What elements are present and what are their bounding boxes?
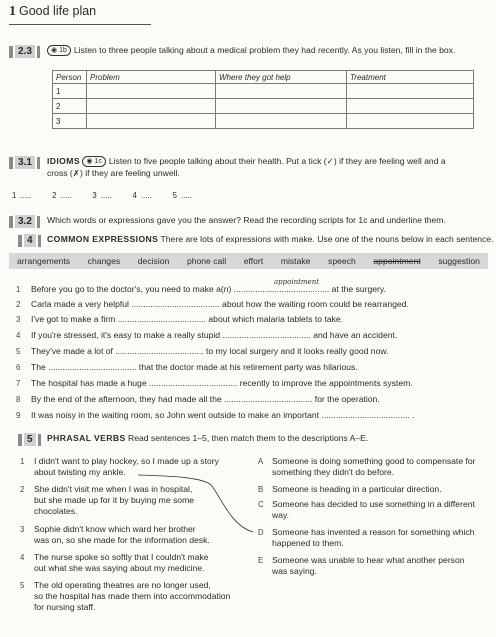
instruction-4: COMMON EXPRESSIONS There are lots of expressions with make. Use one of the nouns below in each sentence. — [47, 234, 494, 244]
sentence[interactable]: 2 Carla made a very helpful ..................................... about how the waiting room could be rearranged. — [16, 299, 409, 309]
matching-description[interactable]: C Someone has decided to use something in a different way. — [258, 499, 475, 520]
unit-title: Good life plan — [19, 4, 97, 18]
noun-crossed-out: appointment — [373, 256, 421, 266]
audio-icon[interactable]: ◉ 1c — [82, 156, 105, 167]
noun: changes — [87, 256, 121, 266]
exercise-tag-3-1: 3.1 — [9, 156, 40, 169]
unit-number: 1 — [9, 4, 16, 19]
sentence[interactable]: 1 Before you go to the doctor's, you need to make a(n) ........................................ at the surgery. — [16, 284, 386, 294]
matching-description[interactable]: D Someone has invented a reason for something which happened to them. — [258, 527, 475, 548]
instruction-3-2: Which words or expressions gave you the answer? Read the recording scripts for 1c and underline them. — [47, 215, 446, 225]
table-row-number: 2 — [53, 99, 87, 114]
matching-sentence[interactable]: 4 The nurse spoke so softly that I couldn't make out what she was saying about my medicine. — [20, 552, 209, 573]
sentence[interactable]: 3 I've got to make a firm ..................................... about which malaria tablets to take. — [16, 314, 344, 324]
instruction-2-3: ◉ 1b Listen to three people talking about a medical problem they had recently. As you listen, fill in the box. — [47, 45, 455, 57]
table-header: Treatment — [347, 71, 474, 84]
sentence[interactable]: 7 The hospital has made a huge ..................................... recently to improve the appointments system. — [16, 378, 413, 388]
handwritten-answer: appointment — [274, 278, 320, 286]
noun: effort — [243, 256, 264, 266]
table-header: Problem — [87, 71, 216, 84]
sentence[interactable]: 9 It was noisy in the waiting room, so John went outside to make an important ..................................... . — [16, 410, 415, 420]
matching-description[interactable]: B Someone is heading in a particular direction. — [258, 484, 442, 494]
noun: phone call — [186, 256, 227, 266]
matching-sentence[interactable]: 5 The old operating theatres are no longer used, so the hospital has made them into accommodation for nursing staff. — [20, 580, 231, 612]
noun: mistake — [280, 256, 311, 266]
matching-description[interactable]: E Someone was unable to hear what another person was saying. — [258, 555, 465, 576]
table-header: Where they got help — [216, 71, 347, 84]
instruction-5: PHRASAL VERBS Read sentences 1–5, then match them to the descriptions A–E. — [47, 433, 369, 443]
answer-blanks-3-1[interactable]: 1 ..... 2 ..... 3 ..... 4 ..... 5 ..... — [12, 191, 192, 200]
instruction-3-1: IDIOMS ◉ 1c Listen to five people talking about their health. Put a tick (✓) if they are feeling well and a cross (✗) if they are feeling unwell. — [47, 156, 446, 178]
sentence[interactable]: 6 The ..................................... that the doctor made at his retirement party was hilarious. — [16, 362, 358, 372]
exercise-tag-3-2: 3.2 — [9, 215, 40, 228]
noun: decision — [137, 256, 170, 266]
sentence[interactable]: 4 If you're stressed, it's easy to make a really stupid ..................................... and have an accident. — [16, 330, 398, 340]
matching-sentence[interactable]: 2 She didn't visit me when I was in hospital, but she made up for it by buying me some chocolates. — [20, 484, 195, 516]
noun: arrangements — [17, 256, 71, 266]
matching-sentence[interactable]: 1 I didn't want to play hockey, so I made up a story about twisting my ankle. — [20, 456, 219, 477]
noun: speech — [328, 256, 356, 266]
exercise-tag-5: 5 — [18, 433, 41, 446]
sentence[interactable]: 5 They've made a lot of ..................................... to my local surgery and it looks really good now. — [16, 346, 389, 356]
matching-sentence[interactable]: 3 Sophie didn't know which ward her brother was on, so she made for the information desk. — [20, 524, 210, 545]
table-row-number: 1 — [53, 84, 87, 99]
sentence[interactable]: 8 By the end of the afternoon, they had made all the ..................................... for the operation. — [16, 394, 380, 404]
noun: suggestion — [438, 256, 480, 266]
matching-description[interactable]: A Someone is doing something good to compensate for something they didn't do before. — [258, 456, 476, 477]
exercise-tag-4: 4 — [18, 234, 41, 247]
audio-icon[interactable]: ◉ 1b — [47, 45, 71, 56]
table-row-number: 3 — [53, 114, 87, 129]
exercise-tag-2-3: 2.3 — [9, 45, 40, 58]
table-header: Person — [53, 71, 87, 84]
